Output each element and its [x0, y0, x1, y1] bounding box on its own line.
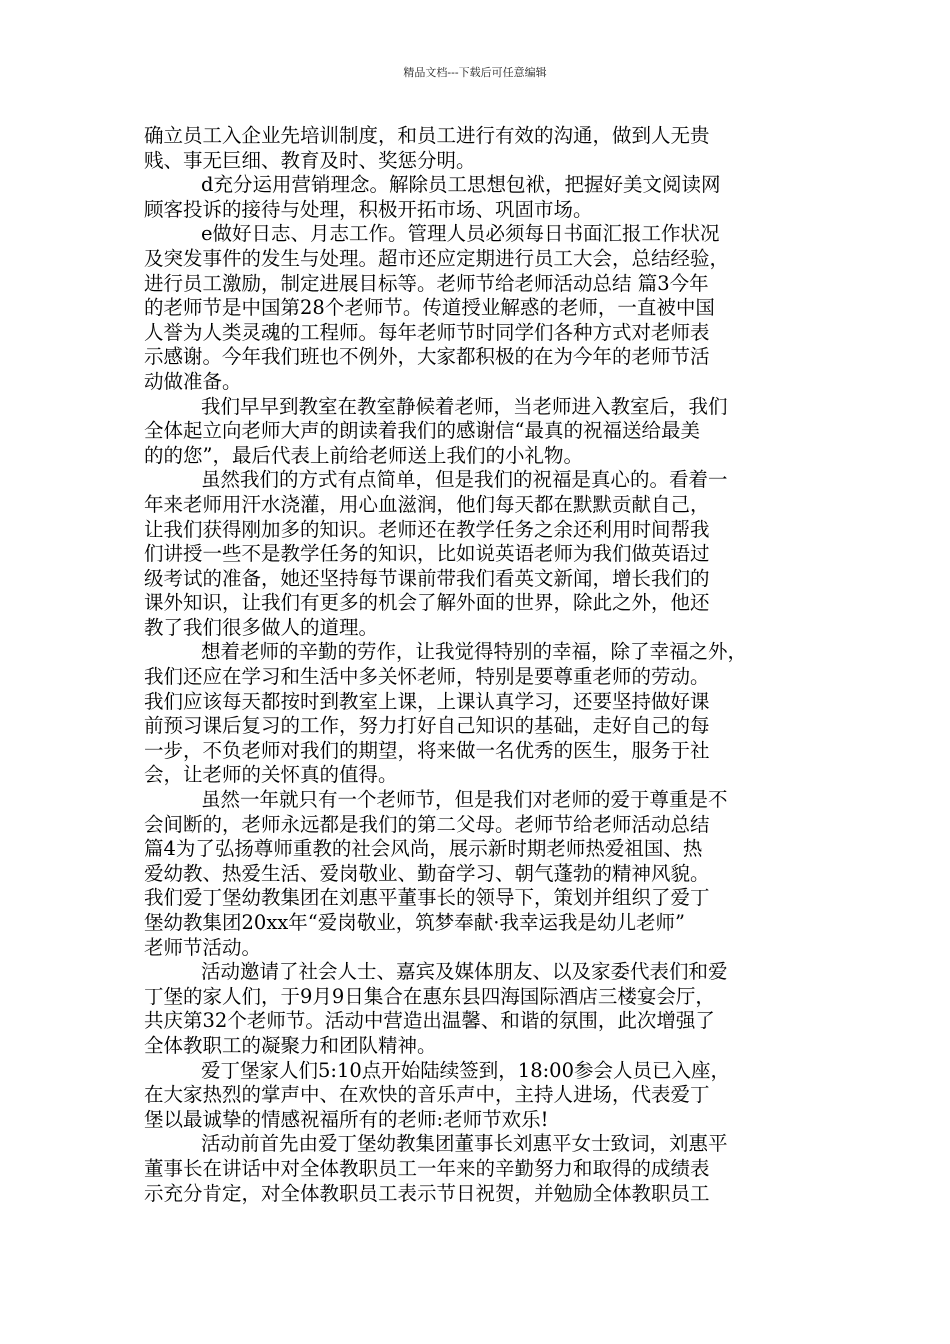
text-line: 们讲授一些不是教学任务的知识，比如说英语老师为我们做英语过	[144, 542, 710, 566]
text-line: 堡以最诚挚的情感祝福所有的老师:老师节欢乐!	[144, 1107, 549, 1131]
text-line: 共庆第32个老师节。活动中营造出温馨、和谐的氛围，此次增强了	[144, 1009, 715, 1033]
paragraph	[144, 1059, 810, 1133]
paragraph	[144, 788, 810, 960]
text-line: 活动邀请了社会人士、嘉宾及媒体朋友、以及家委代表们和爱	[201, 960, 728, 984]
text-line: e做好日志、月志工作。管理人员必须每日书面汇报工作状况	[201, 222, 720, 246]
text-line: 及突发事件的发生与处理。超市还应定期进行员工大会，总结经验，	[144, 246, 730, 270]
text-line: 想着老师的辛勤的劳作，让我觉得特别的幸福，除了幸福之外，	[201, 640, 748, 664]
text-line: 进行员工激励，制定进展目标等。老师节给老师活动总结 篇3今年	[144, 271, 709, 295]
paragraph	[144, 395, 810, 469]
page-header: 精品文档---下载后可任意编辑	[403, 66, 547, 79]
text-line: 让我们获得刚加多的知识。老师还在教学任务之余还利用时间帮我	[144, 517, 710, 541]
text-line: 爱幼教、热爱生活、爱岗敬业、勤奋学习、朝气蓬勃的精神风貌。	[144, 861, 710, 885]
text-line: 一步，不负老师对我们的期望，将来做一名优秀的医生，服务于社	[144, 738, 710, 762]
paragraph	[144, 173, 810, 222]
text-line: 前预习课后复习的工作，努力打好自己知识的基础，走好自己的每	[144, 714, 710, 738]
text-line: 虽然一年就只有一个老师节，但是我们对老师的爱于尊重是不	[201, 788, 728, 812]
text-line: 课外知识，让我们有更多的机会了解外面的世界，除此之外，他还	[144, 591, 710, 615]
text-line: 动做准备。	[144, 369, 242, 393]
paragraph	[144, 640, 810, 788]
paragraph	[144, 1132, 810, 1206]
paragraph	[144, 960, 810, 1058]
paragraph	[144, 222, 810, 394]
document-body	[144, 124, 810, 1206]
text-line: 年来老师用汗水浇灌，用心血滋润，他们每天都在默默贡献自己，	[144, 492, 710, 516]
text-line: 会，让老师的关怀真的值得。	[144, 763, 398, 787]
text-line: 我们爱丁堡幼教集团在刘惠平董事长的领导下，策划并组织了爱丁	[144, 886, 710, 910]
text-line: 人誉为人类灵魂的工程师。每年老师节时同学们各种方式对老师表	[144, 320, 710, 344]
text-line: 示感谢。今年我们班也不例外，大家都积极的在为今年的老师节活	[144, 345, 710, 369]
text-line: 篇4为了弘扬尊师重教的社会风尚，展示新时期老师热爱祖国、热	[144, 837, 703, 861]
text-line: 活动前首先由爱丁堡幼教集团董事长刘惠平女士致词，刘惠平	[201, 1132, 728, 1156]
text-line: 贱、事无巨细、教育及时、奖惩分明。	[144, 148, 476, 172]
text-line: 全体起立向老师大声的朗读着我们的感谢信“最真的祝福送给最美	[144, 419, 700, 443]
text-line: 全体教职工的凝聚力和团队精神。	[144, 1033, 437, 1057]
text-line: 我们还应在学习和生活中多关怀老师，特别是要尊重老师的劳动。	[144, 665, 710, 689]
text-line: 级考试的准备，她还坚持每节课前带我们看英文新闻，增长我们的	[144, 566, 710, 590]
text-line: 董事长在讲话中对全体教职员工一年来的辛勤努力和取得的成绩表	[144, 1156, 710, 1180]
paragraph	[144, 124, 810, 173]
text-line: 丁堡的家人们，于9月9日集合在惠东县四海国际酒店三楼宴会厅，	[144, 984, 715, 1008]
text-line: 的老师节是中国第28个老师节。传道授业解惑的老师，一直被中国	[144, 296, 715, 320]
paragraph	[144, 468, 810, 640]
text-line: 会间断的，老师永远都是我们的第二父母。老师节给老师活动总结	[144, 812, 710, 836]
text-line: d充分运用营销理念。解除员工思想包袱，把握好美文阅读网	[201, 173, 721, 197]
text-line: 爱丁堡家人们5:10点开始陆续签到，18:00参会人员已入座，	[201, 1058, 730, 1082]
text-line: 顾客投诉的接待与处理，积极开拓市场、巩固市场。	[144, 197, 593, 221]
text-line: 确立员工入企业先培训制度，和员工进行有效的沟通，做到人无贵	[144, 124, 710, 147]
text-line: 示充分肯定，对全体教职员工表示节日祝贺，并勉励全体教职员工	[144, 1181, 710, 1205]
text-line: 堡幼教集团20xx年“爱岗敬业，筑梦奉献·我幸运我是幼儿老师”	[144, 911, 685, 934]
text-line: 我们应该每天都按时到教室上课，上课认真学习，还要坚持做好课	[144, 689, 710, 713]
text-line: 我们早早到教室在教室静候着老师，当老师进入教室后，我们	[201, 394, 728, 418]
text-line: 虽然我们的方式有点简单，但是我们的祝福是真心的。看着一	[201, 468, 728, 492]
text-line: 教了我们很多做人的道理。	[144, 615, 379, 639]
text-line: 的的您”，最后代表上前给老师送上我们的小礼物。	[144, 443, 583, 467]
text-line: 老师节活动。	[144, 935, 262, 959]
text-line: 在大家热烈的掌声中、在欢快的音乐声中，主持人进场，代表爱丁	[144, 1083, 710, 1107]
